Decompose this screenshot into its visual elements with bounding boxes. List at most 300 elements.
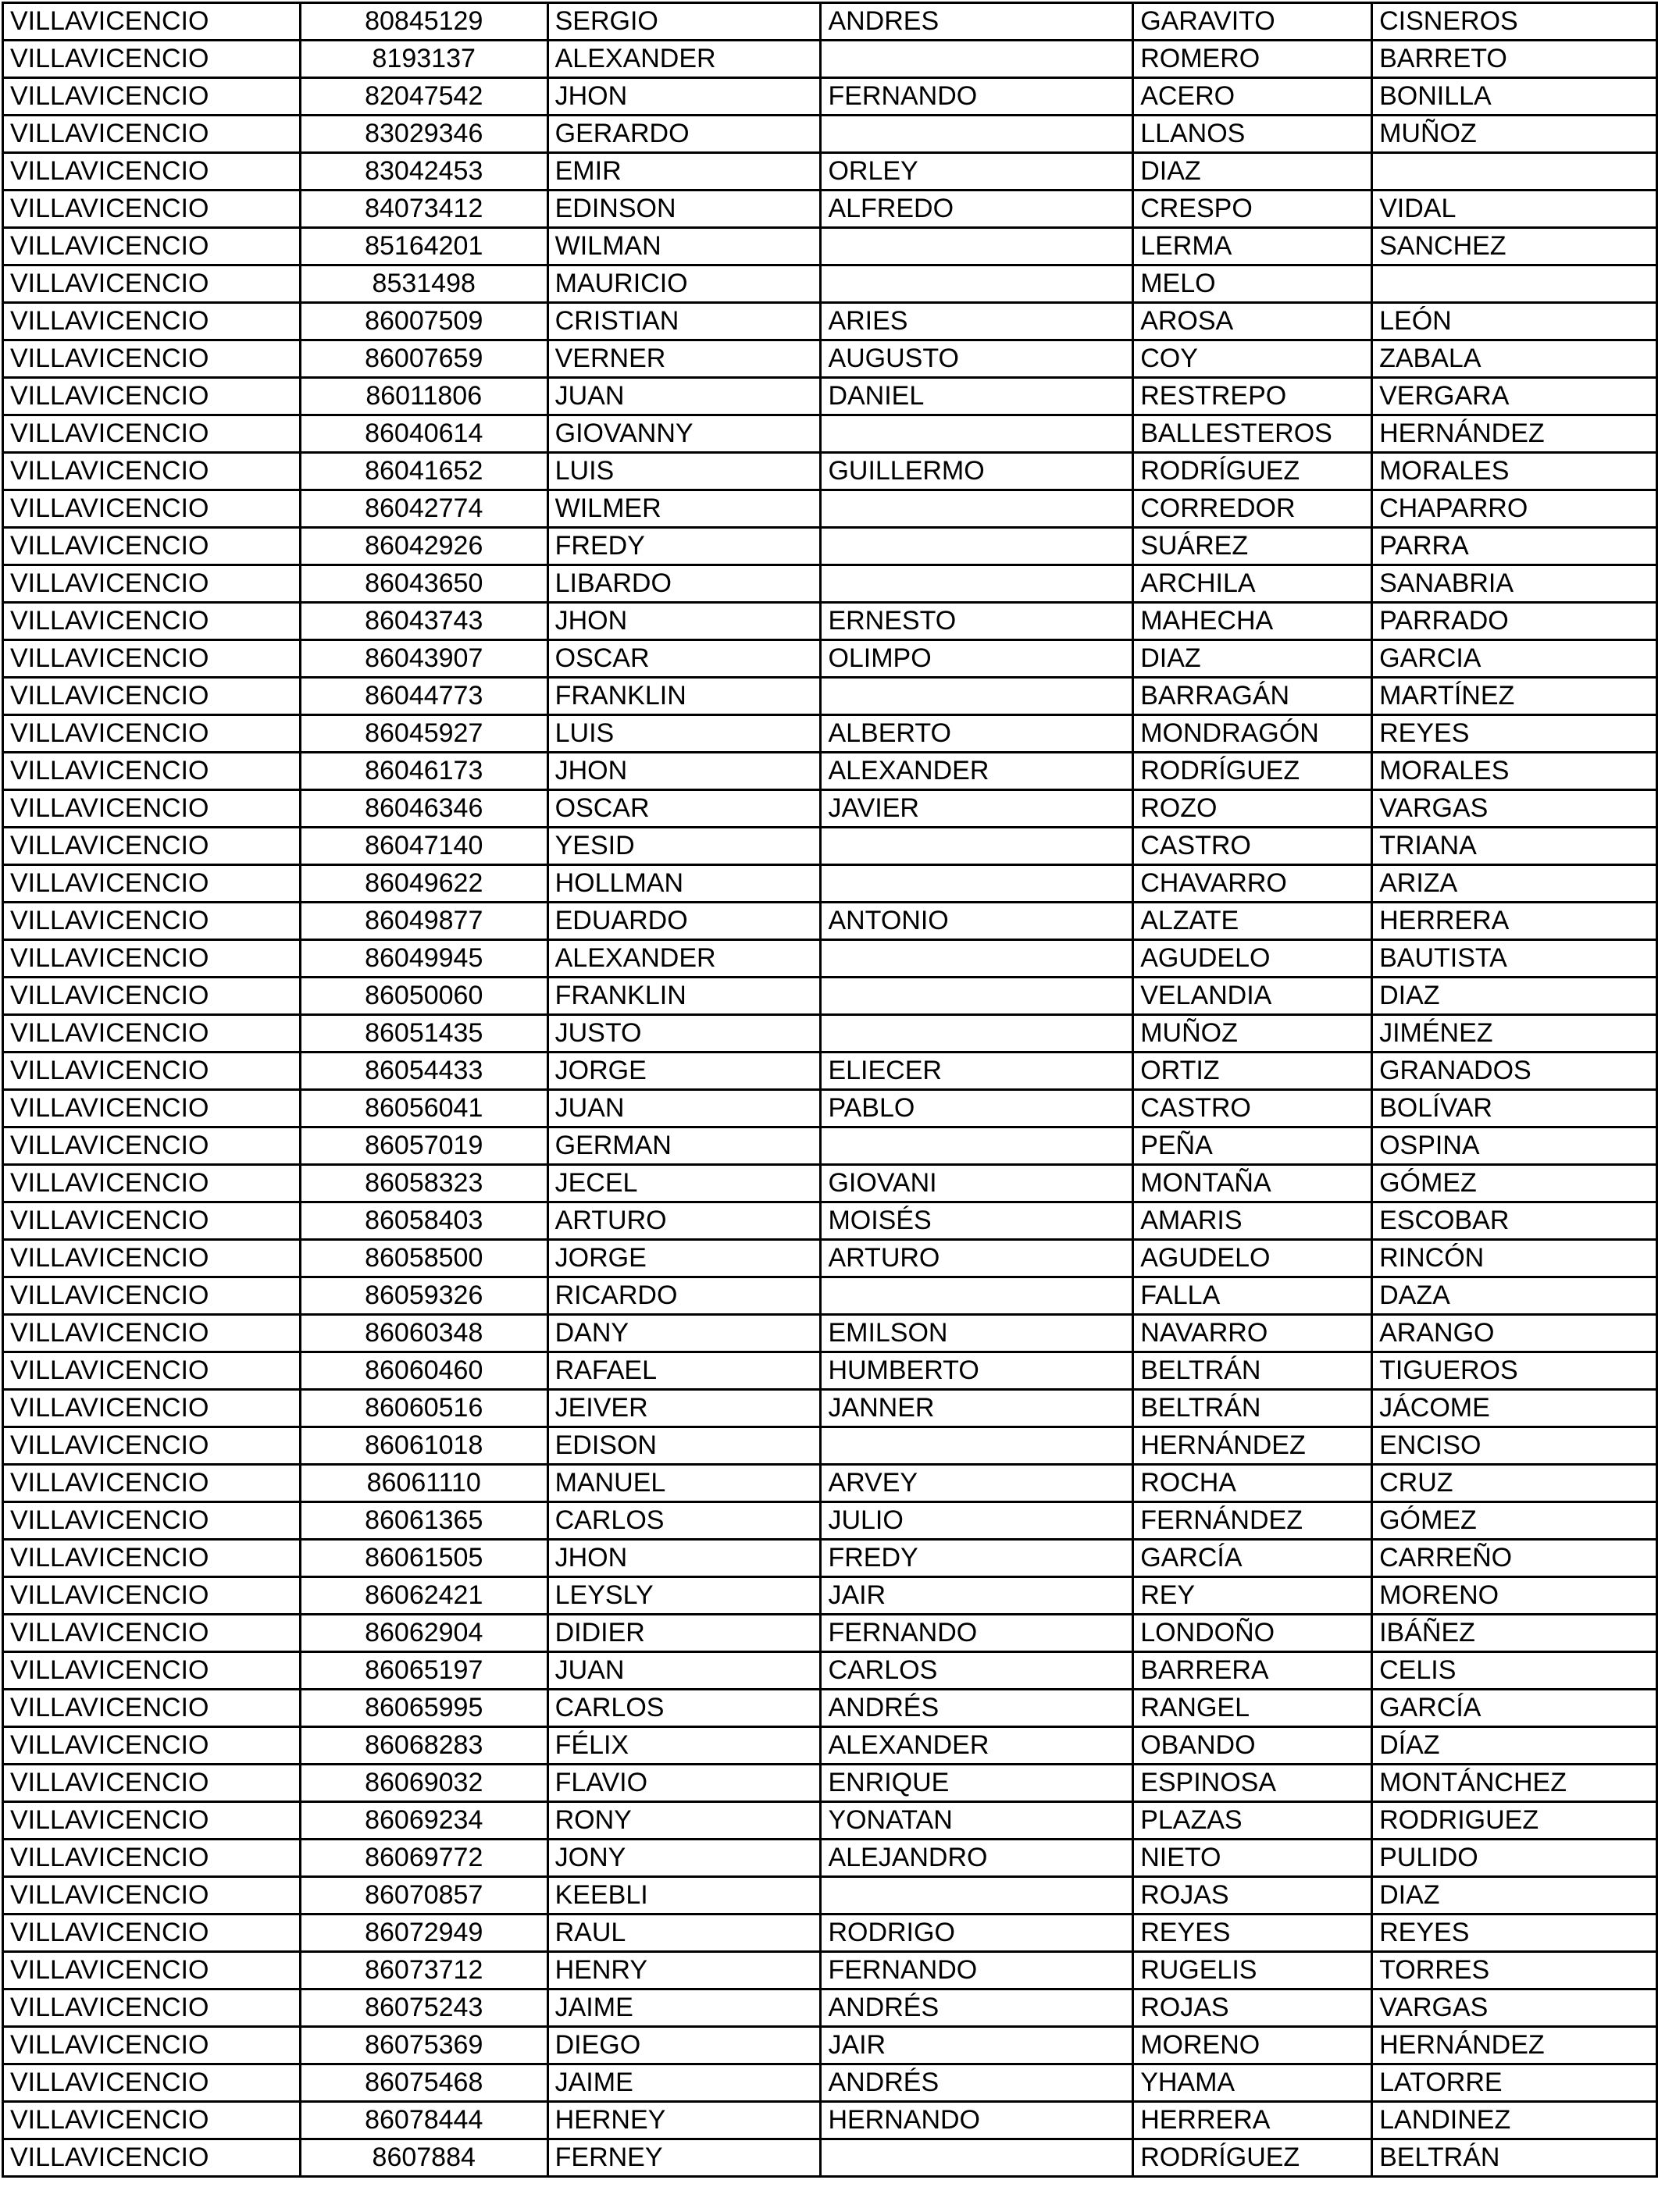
second-surname-cell: GARCÍA xyxy=(1372,1690,1657,1727)
middle-name-cell xyxy=(821,41,1133,78)
city-cell: VILLAVICENCIO xyxy=(3,1390,301,1427)
city-cell: VILLAVICENCIO xyxy=(3,1765,301,1802)
city-cell: VILLAVICENCIO xyxy=(3,1727,301,1765)
first-name-cell: CARLOS xyxy=(547,1502,821,1540)
second-surname-cell: TRIANA xyxy=(1372,828,1657,865)
middle-name-cell: ERNESTO xyxy=(821,603,1133,640)
first-name-cell: JHON xyxy=(547,78,821,116)
table-row xyxy=(3,265,1657,303)
first-surname-cell: GARAVITO xyxy=(1133,3,1372,41)
first-name-cell: MAURICIO xyxy=(547,265,821,303)
id-number-cell: 86058500 xyxy=(300,1240,547,1277)
first-surname-cell: DIAZ xyxy=(1133,640,1372,678)
first-surname-cell: AGUDELO xyxy=(1133,1240,1372,1277)
table-row xyxy=(3,1090,1657,1127)
first-name-cell: OSCAR xyxy=(547,640,821,678)
middle-name-cell: ANDRÉS xyxy=(821,2064,1133,2102)
table-row xyxy=(3,1390,1657,1427)
first-surname-cell: ROCHA xyxy=(1133,1465,1372,1502)
middle-name-cell: HUMBERTO xyxy=(821,1352,1133,1390)
second-surname-cell: MONTÁNCHEZ xyxy=(1372,1765,1657,1802)
id-number-cell: 86007659 xyxy=(300,340,547,378)
second-surname-cell: ARANGO xyxy=(1372,1315,1657,1352)
city-cell: VILLAVICENCIO xyxy=(3,1502,301,1540)
first-name-cell: EMIR xyxy=(547,153,821,191)
middle-name-cell: AUGUSTO xyxy=(821,340,1133,378)
first-name-cell: LIBARDO xyxy=(547,565,821,603)
table-row xyxy=(3,378,1657,415)
first-name-cell: YESID xyxy=(547,828,821,865)
table-row xyxy=(3,1427,1657,1465)
second-surname-cell: GRANADOS xyxy=(1372,1053,1657,1090)
table-row xyxy=(3,191,1657,228)
second-surname-cell: PARRA xyxy=(1372,528,1657,565)
table-row xyxy=(3,303,1657,340)
table-row xyxy=(3,753,1657,790)
first-name-cell: HOLLMAN xyxy=(547,865,821,903)
first-name-cell: DANY xyxy=(547,1315,821,1352)
first-name-cell: FREDY xyxy=(547,528,821,565)
first-name-cell: CARLOS xyxy=(547,1690,821,1727)
id-number-cell: 86075243 xyxy=(300,1989,547,2027)
first-name-cell: LUIS xyxy=(547,715,821,753)
table-row xyxy=(3,1240,1657,1277)
first-name-cell: LUIS xyxy=(547,453,821,490)
id-number-cell: 86061505 xyxy=(300,1540,547,1577)
first-surname-cell: ALZATE xyxy=(1133,903,1372,940)
city-cell: VILLAVICENCIO xyxy=(3,1465,301,1502)
first-name-cell: RAUL xyxy=(547,1915,821,1952)
city-cell: VILLAVICENCIO xyxy=(3,1690,301,1727)
city-cell: VILLAVICENCIO xyxy=(3,1053,301,1090)
second-surname-cell: VARGAS xyxy=(1372,790,1657,828)
city-cell: VILLAVICENCIO xyxy=(3,3,301,41)
second-surname-cell: JIMÉNEZ xyxy=(1372,1015,1657,1053)
middle-name-cell: FERNANDO xyxy=(821,78,1133,116)
first-surname-cell: BARRERA xyxy=(1133,1652,1372,1690)
id-number-cell: 86061365 xyxy=(300,1502,547,1540)
table-row xyxy=(3,1053,1657,1090)
table-row xyxy=(3,2027,1657,2064)
table-row xyxy=(3,490,1657,528)
second-surname-cell: PULIDO xyxy=(1372,1840,1657,1877)
first-surname-cell: REYES xyxy=(1133,1915,1372,1952)
first-surname-cell: PLAZAS xyxy=(1133,1802,1372,1840)
middle-name-cell xyxy=(821,265,1133,303)
city-cell: VILLAVICENCIO xyxy=(3,453,301,490)
middle-name-cell: ANTONIO xyxy=(821,903,1133,940)
second-surname-cell: MORALES xyxy=(1372,453,1657,490)
city-cell: VILLAVICENCIO xyxy=(3,1090,301,1127)
middle-name-cell xyxy=(821,228,1133,265)
middle-name-cell: ORLEY xyxy=(821,153,1133,191)
city-cell: VILLAVICENCIO xyxy=(3,1352,301,1390)
first-surname-cell: MONTAÑA xyxy=(1133,1165,1372,1202)
table-row xyxy=(3,340,1657,378)
first-name-cell: JORGE xyxy=(547,1240,821,1277)
city-cell: VILLAVICENCIO xyxy=(3,2102,301,2139)
second-surname-cell: MORALES xyxy=(1372,753,1657,790)
second-surname-cell: BONILLA xyxy=(1372,78,1657,116)
middle-name-cell xyxy=(821,1877,1133,1915)
first-surname-cell: GARCÍA xyxy=(1133,1540,1372,1577)
first-surname-cell: RODRÍGUEZ xyxy=(1133,453,1372,490)
id-number-cell: 86043907 xyxy=(300,640,547,678)
table-row xyxy=(3,1952,1657,1989)
middle-name-cell xyxy=(821,565,1133,603)
id-number-cell: 83042453 xyxy=(300,153,547,191)
first-surname-cell: YHAMA xyxy=(1133,2064,1372,2102)
table-row xyxy=(3,41,1657,78)
city-cell: VILLAVICENCIO xyxy=(3,1802,301,1840)
first-surname-cell: SUÁREZ xyxy=(1133,528,1372,565)
table-row xyxy=(3,1277,1657,1315)
first-name-cell: SERGIO xyxy=(547,3,821,41)
second-surname-cell: BOLÍVAR xyxy=(1372,1090,1657,1127)
id-number-cell: 86069234 xyxy=(300,1802,547,1840)
city-cell: VILLAVICENCIO xyxy=(3,1240,301,1277)
table-row xyxy=(3,415,1657,453)
second-surname-cell: VIDAL xyxy=(1372,191,1657,228)
second-surname-cell: TORRES xyxy=(1372,1952,1657,1989)
table-row xyxy=(3,1802,1657,1840)
first-name-cell: FERNEY xyxy=(547,2139,821,2177)
id-number-cell: 85164201 xyxy=(300,228,547,265)
first-surname-cell: REY xyxy=(1133,1577,1372,1615)
first-name-cell: ALEXANDER xyxy=(547,940,821,978)
city-cell: VILLAVICENCIO xyxy=(3,1540,301,1577)
first-name-cell: WILMER xyxy=(547,490,821,528)
city-cell: VILLAVICENCIO xyxy=(3,78,301,116)
id-number-cell: 86011806 xyxy=(300,378,547,415)
middle-name-cell: ALFREDO xyxy=(821,191,1133,228)
table-row xyxy=(3,828,1657,865)
first-surname-cell: VELANDIA xyxy=(1133,978,1372,1015)
first-surname-cell: AGUDELO xyxy=(1133,940,1372,978)
id-number-cell: 86060460 xyxy=(300,1352,547,1390)
middle-name-cell xyxy=(821,1277,1133,1315)
second-surname-cell: DAZA xyxy=(1372,1277,1657,1315)
table-row xyxy=(3,1577,1657,1615)
table-row xyxy=(3,1015,1657,1053)
second-surname-cell: REYES xyxy=(1372,1915,1657,1952)
table-row xyxy=(3,940,1657,978)
id-number-cell: 86041652 xyxy=(300,453,547,490)
second-surname-cell: VERGARA xyxy=(1372,378,1657,415)
middle-name-cell: MOISÉS xyxy=(821,1202,1133,1240)
first-surname-cell: MAHECHA xyxy=(1133,603,1372,640)
city-cell: VILLAVICENCIO xyxy=(3,903,301,940)
table-row xyxy=(3,790,1657,828)
id-number-cell: 80845129 xyxy=(300,3,547,41)
first-name-cell: JHON xyxy=(547,1540,821,1577)
second-surname-cell: SANCHEZ xyxy=(1372,228,1657,265)
records-table-body xyxy=(3,3,1657,2177)
city-cell: VILLAVICENCIO xyxy=(3,1202,301,1240)
id-number-cell: 86058323 xyxy=(300,1165,547,1202)
second-surname-cell: BAUTISTA xyxy=(1372,940,1657,978)
id-number-cell: 86049877 xyxy=(300,903,547,940)
id-number-cell: 86050060 xyxy=(300,978,547,1015)
id-number-cell: 86075468 xyxy=(300,2064,547,2102)
city-cell: VILLAVICENCIO xyxy=(3,1989,301,2027)
first-name-cell: JAIME xyxy=(547,1989,821,2027)
id-number-cell: 86051435 xyxy=(300,1015,547,1053)
city-cell: VILLAVICENCIO xyxy=(3,1165,301,1202)
city-cell: VILLAVICENCIO xyxy=(3,1652,301,1690)
middle-name-cell: EMILSON xyxy=(821,1315,1133,1352)
middle-name-cell: GIOVANI xyxy=(821,1165,1133,1202)
first-surname-cell: ESPINOSA xyxy=(1133,1765,1372,1802)
first-name-cell: LEYSLY xyxy=(547,1577,821,1615)
table-row xyxy=(3,116,1657,153)
table-row xyxy=(3,1727,1657,1765)
table-row xyxy=(3,1690,1657,1727)
middle-name-cell: JAIR xyxy=(821,1577,1133,1615)
first-surname-cell: RANGEL xyxy=(1133,1690,1372,1727)
middle-name-cell: ALEXANDER xyxy=(821,753,1133,790)
first-surname-cell: BELTRÁN xyxy=(1133,1352,1372,1390)
first-name-cell: VERNER xyxy=(547,340,821,378)
first-name-cell: ARTURO xyxy=(547,1202,821,1240)
table-row xyxy=(3,228,1657,265)
second-surname-cell: DIAZ xyxy=(1372,1877,1657,1915)
id-number-cell: 86072949 xyxy=(300,1915,547,1952)
first-name-cell: FRANKLIN xyxy=(547,678,821,715)
table-row xyxy=(3,565,1657,603)
table-row xyxy=(3,1465,1657,1502)
first-name-cell: JEIVER xyxy=(547,1390,821,1427)
city-cell: VILLAVICENCIO xyxy=(3,1577,301,1615)
city-cell: VILLAVICENCIO xyxy=(3,640,301,678)
id-number-cell: 86047140 xyxy=(300,828,547,865)
table-row xyxy=(3,1652,1657,1690)
city-cell: VILLAVICENCIO xyxy=(3,603,301,640)
first-surname-cell: AROSA xyxy=(1133,303,1372,340)
first-surname-cell: AMARIS xyxy=(1133,1202,1372,1240)
city-cell: VILLAVICENCIO xyxy=(3,1840,301,1877)
first-name-cell: EDISON xyxy=(547,1427,821,1465)
first-name-cell: JHON xyxy=(547,753,821,790)
city-cell: VILLAVICENCIO xyxy=(3,828,301,865)
second-surname-cell: DÍAZ xyxy=(1372,1727,1657,1765)
middle-name-cell xyxy=(821,1427,1133,1465)
first-name-cell: EDINSON xyxy=(547,191,821,228)
middle-name-cell: PABLO xyxy=(821,1090,1133,1127)
middle-name-cell xyxy=(821,490,1133,528)
second-surname-cell: LEÓN xyxy=(1372,303,1657,340)
second-surname-cell: OSPINA xyxy=(1372,1127,1657,1165)
second-surname-cell: CELIS xyxy=(1372,1652,1657,1690)
table-row xyxy=(3,2064,1657,2102)
middle-name-cell xyxy=(821,116,1133,153)
first-surname-cell: FERNÁNDEZ xyxy=(1133,1502,1372,1540)
first-surname-cell: BALLESTEROS xyxy=(1133,415,1372,453)
id-number-cell: 86069772 xyxy=(300,1840,547,1877)
middle-name-cell xyxy=(821,2139,1133,2177)
second-surname-cell: HERRERA xyxy=(1372,903,1657,940)
second-surname-cell xyxy=(1372,153,1657,191)
second-surname-cell: GÓMEZ xyxy=(1372,1165,1657,1202)
id-number-cell: 86042926 xyxy=(300,528,547,565)
second-surname-cell: LATORRE xyxy=(1372,2064,1657,2102)
id-number-cell: 86069032 xyxy=(300,1765,547,1802)
second-surname-cell: JÁCOME xyxy=(1372,1390,1657,1427)
city-cell: VILLAVICENCIO xyxy=(3,678,301,715)
second-surname-cell: LANDINEZ xyxy=(1372,2102,1657,2139)
city-cell: VILLAVICENCIO xyxy=(3,303,301,340)
second-surname-cell: DIAZ xyxy=(1372,978,1657,1015)
city-cell: VILLAVICENCIO xyxy=(3,191,301,228)
id-number-cell: 86060348 xyxy=(300,1315,547,1352)
first-surname-cell: ROZO xyxy=(1133,790,1372,828)
middle-name-cell: OLIMPO xyxy=(821,640,1133,678)
city-cell: VILLAVICENCIO xyxy=(3,116,301,153)
city-cell: VILLAVICENCIO xyxy=(3,1952,301,1989)
id-number-cell: 8193137 xyxy=(300,41,547,78)
first-surname-cell: BARRAGÁN xyxy=(1133,678,1372,715)
city-cell: VILLAVICENCIO xyxy=(3,340,301,378)
middle-name-cell: FERNANDO xyxy=(821,1615,1133,1652)
city-cell: VILLAVICENCIO xyxy=(3,2027,301,2064)
city-cell: VILLAVICENCIO xyxy=(3,753,301,790)
id-number-cell: 86043743 xyxy=(300,603,547,640)
first-surname-cell: NIETO xyxy=(1133,1840,1372,1877)
middle-name-cell: JAIR xyxy=(821,2027,1133,2064)
first-surname-cell: ROMERO xyxy=(1133,41,1372,78)
id-number-cell: 86061110 xyxy=(300,1465,547,1502)
middle-name-cell: GUILLERMO xyxy=(821,453,1133,490)
id-number-cell: 86046173 xyxy=(300,753,547,790)
first-name-cell: JUAN xyxy=(547,378,821,415)
id-number-cell: 8531498 xyxy=(300,265,547,303)
table-row xyxy=(3,453,1657,490)
first-name-cell: ALEXANDER xyxy=(547,41,821,78)
first-name-cell: JORGE xyxy=(547,1053,821,1090)
id-number-cell: 86062421 xyxy=(300,1577,547,1615)
first-surname-cell: LERMA xyxy=(1133,228,1372,265)
id-number-cell: 86056041 xyxy=(300,1090,547,1127)
id-number-cell: 86075369 xyxy=(300,2027,547,2064)
id-number-cell: 86061018 xyxy=(300,1427,547,1465)
id-number-cell: 86045927 xyxy=(300,715,547,753)
id-number-cell: 86046346 xyxy=(300,790,547,828)
second-surname-cell: GARCIA xyxy=(1372,640,1657,678)
middle-name-cell: ANDRES xyxy=(821,3,1133,41)
first-surname-cell: CASTRO xyxy=(1133,1090,1372,1127)
city-cell: VILLAVICENCIO xyxy=(3,865,301,903)
id-number-cell: 86065995 xyxy=(300,1690,547,1727)
first-surname-cell: LONDOÑO xyxy=(1133,1615,1372,1652)
id-number-cell: 86040614 xyxy=(300,415,547,453)
table-row xyxy=(3,1502,1657,1540)
table-row xyxy=(3,865,1657,903)
first-name-cell: HERNEY xyxy=(547,2102,821,2139)
middle-name-cell: JULIO xyxy=(821,1502,1133,1540)
table-row xyxy=(3,3,1657,41)
first-surname-cell: ORTIZ xyxy=(1133,1053,1372,1090)
table-row xyxy=(3,640,1657,678)
city-cell: VILLAVICENCIO xyxy=(3,265,301,303)
id-number-cell: 86007509 xyxy=(300,303,547,340)
table-row xyxy=(3,2139,1657,2177)
first-surname-cell: HERNÁNDEZ xyxy=(1133,1427,1372,1465)
second-surname-cell: CRUZ xyxy=(1372,1465,1657,1502)
middle-name-cell: ANDRÉS xyxy=(821,1989,1133,2027)
id-number-cell: 86042774 xyxy=(300,490,547,528)
second-surname-cell: MARTÍNEZ xyxy=(1372,678,1657,715)
id-number-cell: 8607884 xyxy=(300,2139,547,2177)
first-surname-cell: RESTREPO xyxy=(1133,378,1372,415)
table-row xyxy=(3,1352,1657,1390)
middle-name-cell: ANDRÉS xyxy=(821,1690,1133,1727)
first-name-cell: JHON xyxy=(547,603,821,640)
second-surname-cell: HERNÁNDEZ xyxy=(1372,415,1657,453)
middle-name-cell xyxy=(821,1127,1133,1165)
city-cell: VILLAVICENCIO xyxy=(3,565,301,603)
first-name-cell: FÉLIX xyxy=(547,1727,821,1765)
table-row xyxy=(3,1127,1657,1165)
first-surname-cell: MORENO xyxy=(1133,2027,1372,2064)
first-surname-cell: NAVARRO xyxy=(1133,1315,1372,1352)
id-number-cell: 86070857 xyxy=(300,1877,547,1915)
city-cell: VILLAVICENCIO xyxy=(3,715,301,753)
middle-name-cell: JANNER xyxy=(821,1390,1133,1427)
id-number-cell: 86058403 xyxy=(300,1202,547,1240)
middle-name-cell: ALEXANDER xyxy=(821,1727,1133,1765)
table-row xyxy=(3,1915,1657,1952)
middle-name-cell: FERNANDO xyxy=(821,1952,1133,1989)
middle-name-cell: ELIECER xyxy=(821,1053,1133,1090)
second-surname-cell: ARIZA xyxy=(1372,865,1657,903)
middle-name-cell: ARVEY xyxy=(821,1465,1133,1502)
id-number-cell: 86044773 xyxy=(300,678,547,715)
first-surname-cell: ROJAS xyxy=(1133,1877,1372,1915)
first-surname-cell: MONDRAGÓN xyxy=(1133,715,1372,753)
id-number-cell: 83029346 xyxy=(300,116,547,153)
id-number-cell: 86059326 xyxy=(300,1277,547,1315)
second-surname-cell: IBÁÑEZ xyxy=(1372,1615,1657,1652)
first-name-cell: FLAVIO xyxy=(547,1765,821,1802)
first-name-cell: GERARDO xyxy=(547,116,821,153)
first-surname-cell: RODRÍGUEZ xyxy=(1133,2139,1372,2177)
second-surname-cell: SANABRIA xyxy=(1372,565,1657,603)
first-surname-cell: CHAVARRO xyxy=(1133,865,1372,903)
second-surname-cell: BELTRÁN xyxy=(1372,2139,1657,2177)
first-name-cell: RICARDO xyxy=(547,1277,821,1315)
second-surname-cell: BARRETO xyxy=(1372,41,1657,78)
second-surname-cell: ENCISO xyxy=(1372,1427,1657,1465)
city-cell: VILLAVICENCIO xyxy=(3,228,301,265)
middle-name-cell: YONATAN xyxy=(821,1802,1133,1840)
id-number-cell: 86068283 xyxy=(300,1727,547,1765)
city-cell: VILLAVICENCIO xyxy=(3,2139,301,2177)
middle-name-cell: ENRIQUE xyxy=(821,1765,1133,1802)
city-cell: VILLAVICENCIO xyxy=(3,978,301,1015)
first-name-cell: KEEBLI xyxy=(547,1877,821,1915)
city-cell: VILLAVICENCIO xyxy=(3,528,301,565)
id-number-cell: 86054433 xyxy=(300,1053,547,1090)
city-cell: VILLAVICENCIO xyxy=(3,1315,301,1352)
city-cell: VILLAVICENCIO xyxy=(3,790,301,828)
first-surname-cell: MUÑOZ xyxy=(1133,1015,1372,1053)
middle-name-cell xyxy=(821,528,1133,565)
city-cell: VILLAVICENCIO xyxy=(3,1915,301,1952)
city-cell: VILLAVICENCIO xyxy=(3,1615,301,1652)
table-row xyxy=(3,528,1657,565)
first-name-cell: JECEL xyxy=(547,1165,821,1202)
middle-name-cell xyxy=(821,828,1133,865)
